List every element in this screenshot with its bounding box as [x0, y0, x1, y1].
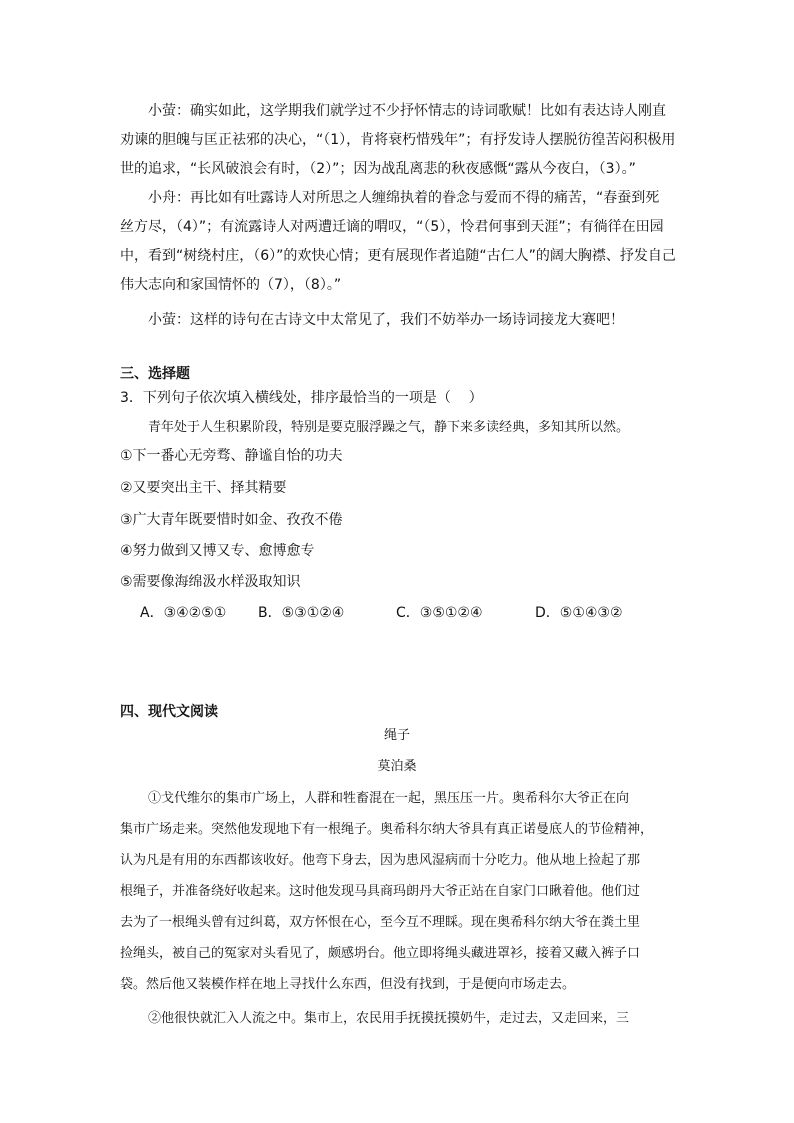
- dialogue-line: 小萤：这样的诗句在古诗文中太常见了，我们不妨举办一场诗词接龙大赛吧！: [148, 312, 624, 328]
- question-passage: 青年处于人生积累阶段，特别是要克服浮躁之气，静下来多读经典，多知其所以然。: [148, 420, 630, 435]
- article-line: ②他很快就汇入人流之中。集市上，农民用手抚摸抚摸奶牛，走过去，又走回来，三: [148, 1011, 630, 1026]
- option-a[interactable]: A．③④②⑤①: [140, 605, 227, 621]
- article-title: 绳子: [383, 728, 410, 743]
- sentence-item: ④努力做到又博又专、愈博愈专: [120, 543, 315, 559]
- question-text: 3．下列句子依次填入横线处，排序最恰当的一项是（ ）: [120, 390, 483, 406]
- sentence-item: ①下一番心无旁骛、静谧自怡的功夫: [120, 448, 343, 464]
- dialogue-line: 小舟：再比如有吐露诗人对所思之人缠绵执着的眷念与爱而不得的痛苦，“春蚕到死: [148, 190, 660, 206]
- article-line: 袋。然后他又装模作样在地上寻找什么东西，但没有找到，于是便向市场走去。: [120, 977, 576, 992]
- option-c[interactable]: C．③⑤①②④: [396, 605, 483, 621]
- dialogue-line: 小萤：确实如此，这学期我们就学过不少抒怀情志的诗词歌赋！比如有表达诗人刚直: [148, 103, 666, 119]
- article-line: 集市广场走来。突然他发现地下有一根绳子。奥希科尔纳大爷具有真正诺曼底人的节俭精神，: [120, 822, 654, 837]
- dialogue-line: 世的追求，“长风破浪会有时，（2）”；因为战乱离悲的秋夜感慨“露从今夜白，（3）。”: [120, 161, 636, 177]
- dialogue-line: 中，看到“树绕村庄，（6）”的欢快心情；更有展现作者追随“古仁人”的阔大胸襟、抒发自己: [120, 248, 676, 264]
- section-heading: 四、现代文阅读: [120, 704, 218, 720]
- sentence-item: ⑤需要像海绵汲水样汲取知识: [120, 574, 301, 590]
- dialogue-line: 劝谏的胆魄与匡正祛邪的决心，“（1），肯将衰朽惜残年”；有抒发诗人摆脱彷徨苦闷积极用: [120, 132, 676, 148]
- section-heading: 三、选择题: [120, 366, 190, 382]
- article-author: 莫泊桑: [377, 759, 417, 774]
- option-d[interactable]: D．⑤①④③②: [535, 605, 623, 621]
- option-b[interactable]: B．⑤③①②④: [258, 605, 345, 621]
- dialogue-line: 伟大志向和家国情怀的（7），（8）。”: [120, 277, 342, 293]
- article-line: 去为了一根绳头曾有过纠葛，双方怀恨在心，至今互不理睬。现在奥希科尔纳大爷在粪土里: [120, 915, 641, 930]
- article-line: 根绳子，并准备绕好收起来。这时他发现马具商玛朗丹大爷正站在自家门口瞅着他。他们过: [120, 884, 641, 899]
- article-line: ①戈代维尔的集市广场上，人群和牲畜混在一起，黑压压一片。奥希科尔大爷正在向: [148, 791, 630, 806]
- sentence-item: ③广大青年既要惜时如金、孜孜不倦: [120, 512, 343, 528]
- article-line: 认为凡是有用的东西都该收好。他弯下身去，因为患风湿病而十分吃力。他从地上捡起了那: [120, 853, 641, 868]
- sentence-item: ②又要突出主干、择其精要: [120, 480, 287, 496]
- dialogue-line: 丝方尽，（4）”；有流露诗人对两遭迁谪的喟叹，“（5），怜君何事到天涯”；有徜徉在田园: [120, 219, 664, 235]
- article-line: 捡绳头，被自己的冤家对头看见了，颇感坍台。他立即将绳头藏进罩衫，接着又藏入裤子口: [120, 946, 641, 961]
